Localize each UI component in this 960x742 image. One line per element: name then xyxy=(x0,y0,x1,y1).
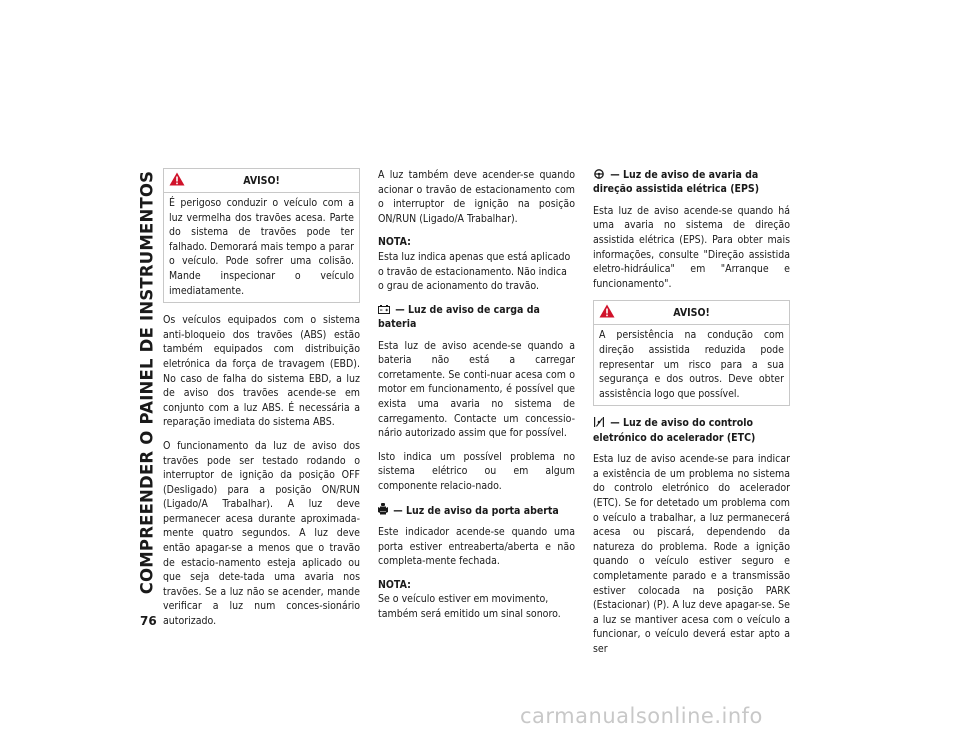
warning-text: É perigoso conduzir o veículo com a luz vermelha dos travões acesa. Parte do sistema de travões pode ter falhado. Demorará mais tempo a parar o veículo. Pode sofrer uma colisão. Mande inspecionar o veículo imediatamente. xyxy=(169,197,354,297)
column-2 xyxy=(378,168,575,630)
watermark: carmanualsonline.info xyxy=(520,704,763,728)
column-3 xyxy=(593,168,790,665)
eps-warning-box xyxy=(593,300,790,406)
battery-paragraph-1: Esta luz de aviso acende-se quando a bateria não está a carregar corretamente. Se conti-nuar acesa com o motor em funcionamento, é possível que exista uma avaria no sistema de carregamento. Contacte um concessio-nário autorizado assim que for possível. xyxy=(378,339,575,440)
warning-header xyxy=(594,301,789,325)
door-open-icon xyxy=(378,503,388,515)
eps-paragraph: Esta luz de aviso acende-se quando há uma avaria no sistema de direção assistida elétrica (EPS). Para obter mais informações, consulte "Direção assistida eletro-hidráulica" em "Arranque e funcionamento". xyxy=(593,204,790,290)
eps-heading xyxy=(593,168,790,197)
steering-wheel-icon xyxy=(593,169,605,179)
brake-test-paragraph: O funcionamento da luz de aviso dos travões pode ser testado rodando o interruptor de ignição da posição OFF (Desligado) para a posição ON/RUN (Ligado/A Trabalhar). A luz deve permanecer acesa durante aproximada-mente quatro segundos. A luz deve então apagar-se a menos que o travão de estacio-namento esteja aplicado ou que seja dete-tada uma avaria nos travões. Se a luz não se acender, mande verificar a luz num conces-sionário autorizado. xyxy=(163,439,360,628)
battery-icon xyxy=(378,305,390,314)
battery-paragraph-2: Isto indica um possível problema no sistema elétrico ou em algum componente relacio-nado. xyxy=(378,450,575,492)
note-text: Se o veículo estiver em movimento, também será emitido um sinal sonoro. xyxy=(378,593,561,620)
note-parking-brake xyxy=(378,235,575,293)
warning-title: AVISO! xyxy=(673,307,710,320)
side-section-title-text: COMPREENDER O PAINEL DE INSTRUMENTOS xyxy=(137,170,157,594)
page-number: 76 xyxy=(140,614,157,628)
battery-heading-text: — Luz de aviso de carga da bateria xyxy=(378,303,540,331)
etc-heading-text: — Luz de aviso do controlo eletrónico do acelerador (ETC) xyxy=(593,417,756,444)
warning-header xyxy=(164,169,359,193)
column-1 xyxy=(163,168,360,638)
etc-paragraph: Esta luz de aviso acende-se para indicar a existência de um problema no sistema do controlo eletrónico do acelerador (ETC). Se for detetado um problema com o veículo a trabalhar, a luz permanecerá acesa ou piscará, dependendo da natureza do problema. Rode a ignição quando o veículo estiver seguro e completamente parado e a transmissão estiver colocada na posição PARK (Estacionar) (P). A luz deve apagar-se. Se a luz se mantiver acesa com o veículo a funcionar, o veículo deverá estar apto a ser xyxy=(593,453,790,655)
side-section-title xyxy=(131,172,163,592)
door-paragraph: Este indicador acende-se quando uma porta estiver entreaberta/aberta e não completa-mente fechada. xyxy=(378,525,575,568)
note-label: NOTA: xyxy=(378,578,411,591)
note-text: Esta luz indica apenas que está aplicado o travão de estacionamento. Não indica o grau de acionamento do travão. xyxy=(378,250,571,293)
note-label: NOTA: xyxy=(378,236,411,249)
throttle-icon xyxy=(593,417,605,427)
door-heading-text: — Luz de aviso da porta aberta xyxy=(393,504,559,517)
warning-title: AVISO! xyxy=(243,175,280,187)
ebd-paragraph: Os veículos equipados com o sistema anti-bloqueio dos travões (ABS) estão também equipados com distribuição eletrónica da força de travagem (EBD). No caso de falha do sistema EBD, a luz de aviso dos travões acende-se em conjunto com a luz ABS. É necessária a reparação imediata do sistema ABS. xyxy=(163,314,360,429)
parking-brake-paragraph: A luz também deve acender-se quando acionar o travão de estacionamento com o interruptor de ignição na posição ON/RUN (Ligado/A Trabalhar). xyxy=(378,169,575,225)
eps-heading-text: — Luz de aviso de avaria da direção assistida elétrica (EPS) xyxy=(593,169,760,196)
battery-heading xyxy=(378,303,575,332)
note-door xyxy=(378,578,575,622)
etc-heading xyxy=(593,416,790,445)
door-heading xyxy=(378,503,575,518)
warning-text: A persistência na condução com direção assistida reduzida pode representar um risco para a sua segurança e dos outros. Deve obter assistência logo que possível. xyxy=(599,329,784,400)
brake-warning-box xyxy=(163,168,360,303)
